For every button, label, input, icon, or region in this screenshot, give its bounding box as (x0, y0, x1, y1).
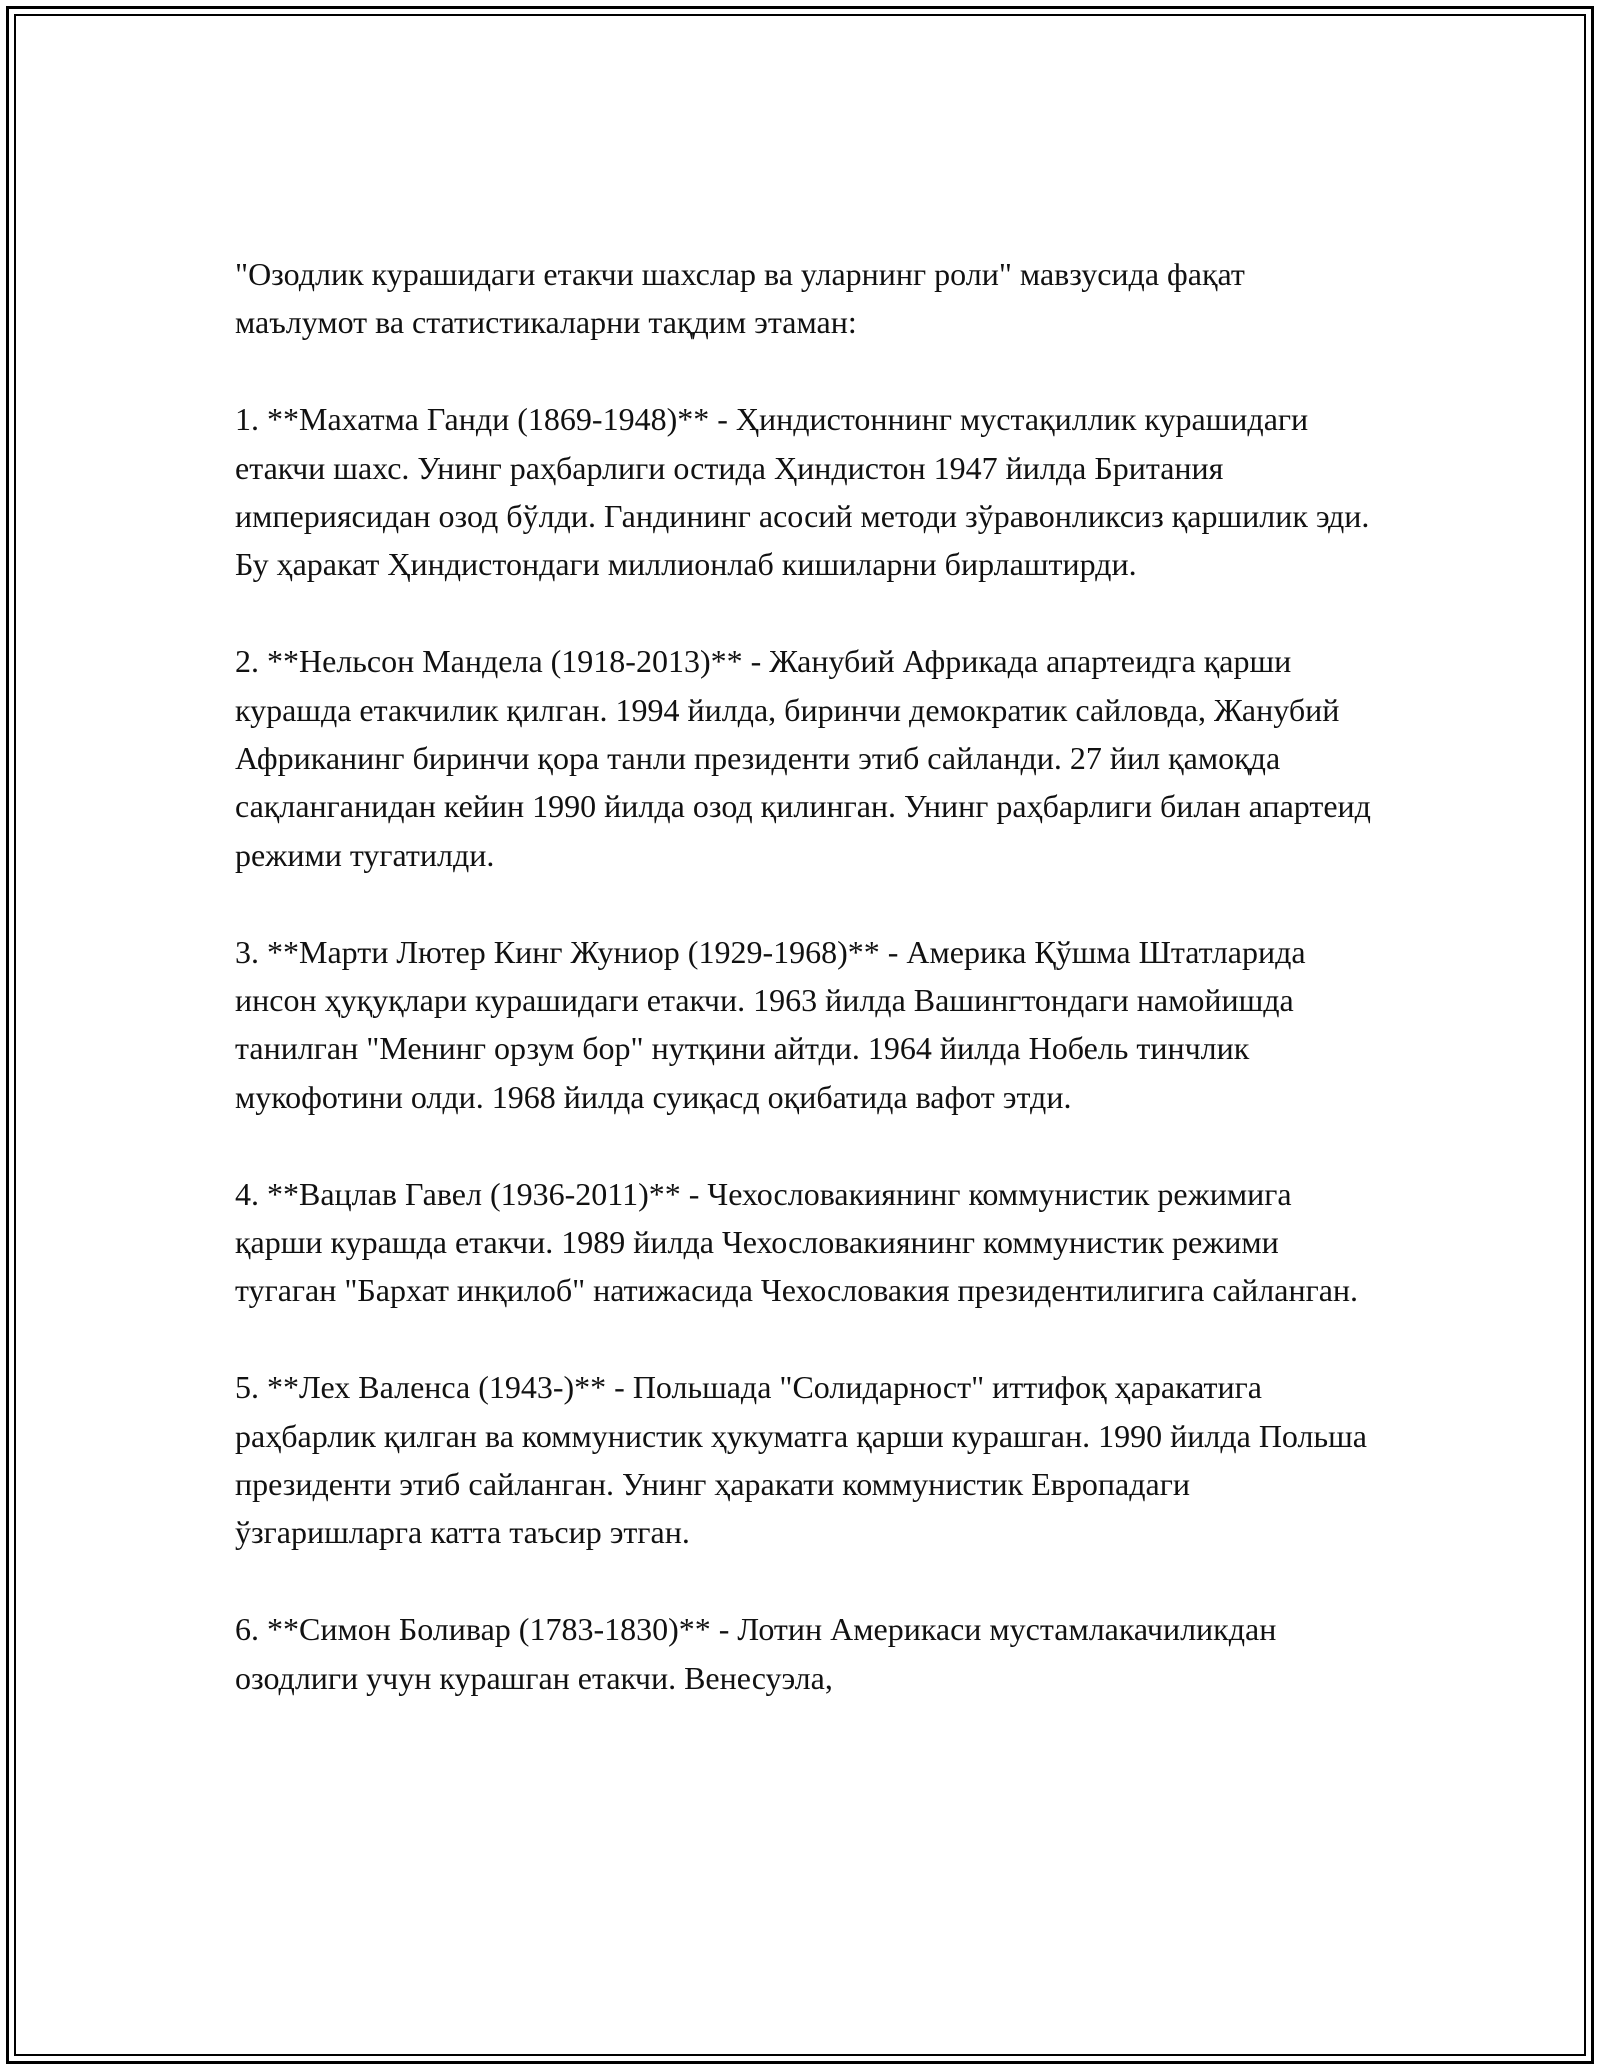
list-item-havel: 4. **Вацлав Гавел (1936-2011)** - Чехословакиянинг коммунистик режимига қарши курашда етакчи. 1989 йилда Чехословакиянинг коммунистик режими тугаган "Бархат инқилоб" натижасида Чехословакия президентилигига сайланган. (235, 1175, 1359, 1309)
list-item-bolivar: 6. **Симон Боливар (1783-1830)** - Лотин Америкаси мустамлакачиликдан озодлиги учун курашган етакчи. Венесуэла, (235, 1611, 1277, 1696)
list-item-mandela: 2. **Нельсон Мандела (1918-2013)** - Жанубий Африкада апартеидга қарши курашда етакчилик қилган. 1994 йилда, биринчи демократик сайловда, Жанубий Африканинг биринчи қора танли президенти этиб сайланди. 27 йил қамоқда сақланганидан кейин 1990 йилда озод қилинган. Унинг раҳбарлиги билан апартеид режими тугатилди. (235, 643, 1371, 873)
list-item-gandhi: 1. **Махатма Ганди (1869-1948)** - Ҳиндистоннинг мустақиллик курашидаги етакчи шахс. Унинг раҳбарлиги остида Ҳиндистон 1947 йилда Британия империясидан озод бўлди. Гандининг асосий методи зўравонликсиз қаршилик эди. Бу ҳаракат Ҳиндистондаги миллионлаб кишиларни бирлаштирди. (235, 401, 1370, 583)
list-item-king: 3. **Марти Лютер Кинг Жуниор (1929-1968)** - Америка Қўшма Штатларида инсон ҳуқуқлари курашидаги етакчи. 1963 йилда Вашингтондаги намойишда танилган "Менинг орзум бор" нутқини айтди. 1964 йилда Нобель тинчлик мукофотини олди. 1968 йилда суиқасд оқибатида вафот этди. (235, 933, 1306, 1115)
intro-paragraph: "Озодлик курашидаги етакчи шахслар ва уларнинг роли" мавзусида фақат маълумот ва статистикаларни тақдим этаман: (235, 256, 1245, 341)
document-body (235, 250, 1375, 1702)
list-item-walesa: 5. **Лех Валенса (1943-)** - Польшада "Солидарност" иттифоқ ҳаракатига раҳбарлик қилган ва коммунистик ҳукуматга қарши курашган. 1990 йилда Польша президенти этиб сайланган. Унинг ҳаракати коммунистик Европадаги ўзгаришларга катта таъсир этган. (235, 1369, 1367, 1551)
